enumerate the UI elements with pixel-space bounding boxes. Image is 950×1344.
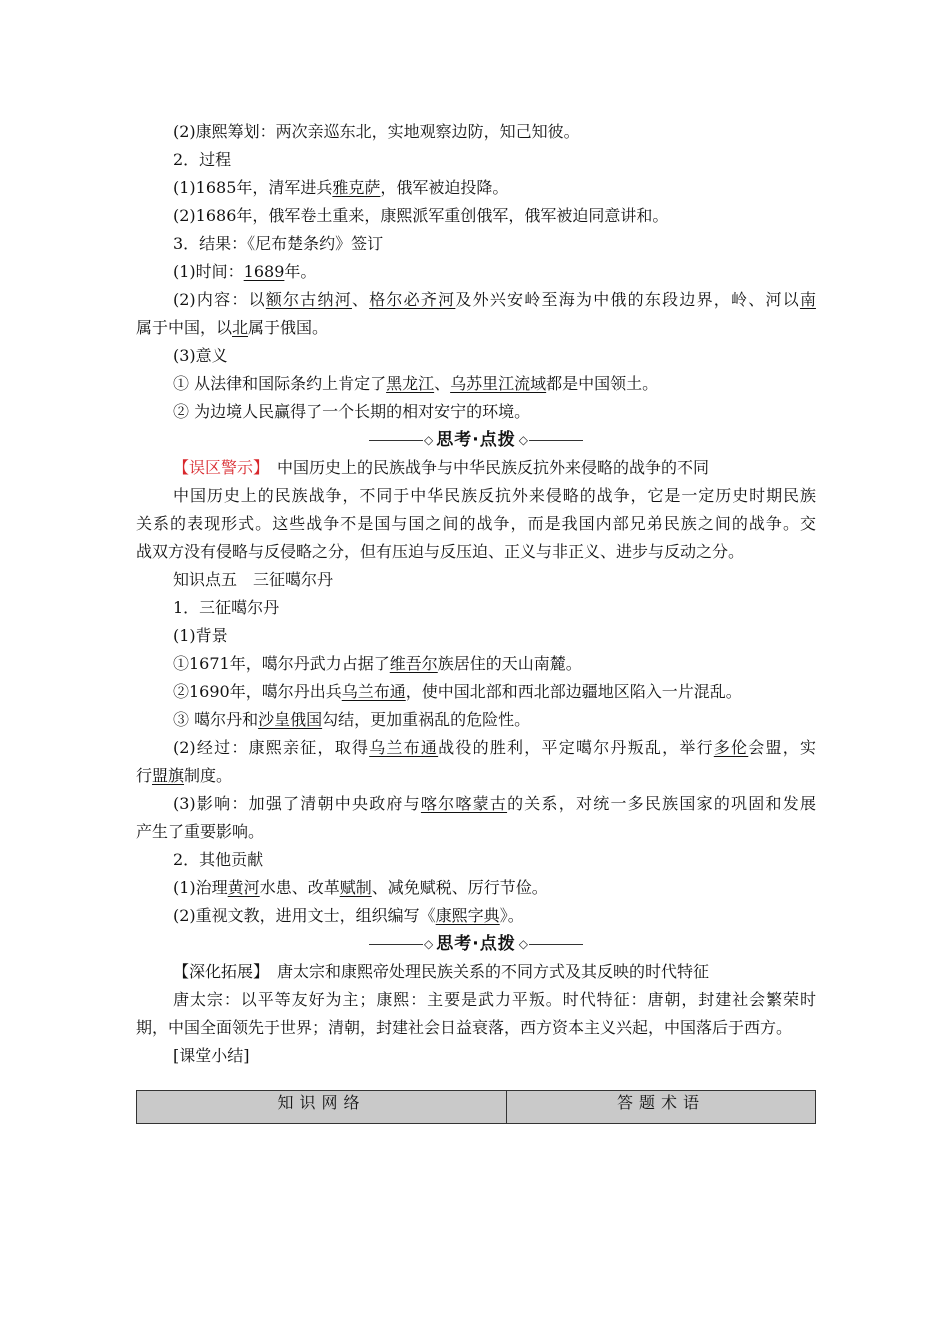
answer-blank: 南 [799, 290, 816, 309]
table-header-cell: 答题术语 [507, 1091, 816, 1124]
section-heading: 知识点五 三征噶尔丹 [173, 570, 334, 589]
answer-blank: 1689 [243, 262, 285, 281]
answer-blank: 北 [232, 318, 249, 337]
summary-table [136, 1090, 816, 1124]
answer-blank: 多伦 [713, 738, 749, 757]
answer-blank: 额尔古纳河 [265, 290, 352, 309]
text-line: (2)1686年，俄军卷土重来，康熙派军重创俄军，俄军被迫同意讲和。 [173, 206, 669, 225]
divider-line [529, 440, 583, 441]
answer-blank: 乌苏里江流域 [450, 374, 547, 393]
section-heading: 2．其他贡献 [173, 850, 264, 869]
section-divider: ◇ 思考·点拨 ◇ [136, 426, 816, 454]
text-line: 行盟旗制度。 [136, 766, 233, 785]
answer-blank: 盟旗 [152, 766, 185, 785]
answer-blank: 沙皇俄国 [258, 710, 323, 729]
text-line: (1)1685年，清军进兵雅克萨，俄军被迫投降。 [173, 178, 509, 197]
text-line: 属于中国，以北属于俄国。 [136, 318, 329, 337]
text-line: ②1690年，噶尔丹出兵乌兰布通，使中国北部和西北部边疆地区陷入一片混乱。 [173, 682, 742, 701]
divider-line [369, 944, 423, 945]
warning-tag: 【误区警示】 [173, 458, 262, 477]
text-line: 期，中国全面领先于世界；清朝，封建社会日益衰落，西方资本主义兴起，中国落后于西方。 [136, 1018, 793, 1037]
section-heading: 2．过程 [173, 150, 232, 169]
section-heading: [课堂小结] [173, 1046, 250, 1065]
text-line: (1)治理黄河水患、改革赋制、减免赋税、厉行节俭。 [173, 878, 548, 897]
answer-blank: 康熙字典 [435, 906, 500, 925]
text-line: (2)内容：以额尔古纳河、格尔必齐河及外兴安岭至海为中俄的东段边界，岭、河以南 [173, 290, 816, 309]
text-line: (2)重视文教，进用文士，组织编写《康熙字典》。 [173, 906, 524, 925]
text-line: 唐太宗：以平等友好为主；康熙：主要是武力平叛。时代特征：唐朝，封建社会繁荣时 [173, 990, 816, 1009]
diamond-icon: ◇ [518, 937, 528, 951]
text-line: 战双方没有侵略与反侵略之分，但有压迫与反压迫、正义与非正义、进步与反动之分。 [136, 542, 745, 561]
text-line: ①1671年，噶尔丹武力占据了维吾尔族居住的天山南麓。 [173, 654, 582, 673]
callout-title: 【深化拓展】 唐太宗和康熙帝处理民族关系的不同方式及其反映的时代特征 [173, 962, 710, 981]
text-line: (3)影响：加强了清朝中央政府与喀尔喀蒙古的关系，对统一多民族国家的巩固和发展 [173, 794, 816, 813]
text-line: (3)意义 [173, 346, 228, 365]
text-line: ① 从法律和国际条约上肯定了黑龙江、乌苏里江流域都是中国领土。 [173, 374, 659, 393]
answer-blank: 喀尔喀蒙古 [420, 794, 508, 813]
answer-blank: 乌兰布通 [369, 738, 439, 757]
text-line: 关系的表现形式。这些战争不是国与国之间的战争，而是我国内部兄弟民族之间的战争。交 [136, 514, 816, 533]
page-content [136, 118, 816, 1070]
answer-blank: 格尔必齐河 [369, 290, 456, 309]
text-line: (2)经过：康熙亲征，取得乌兰布通战役的胜利，平定噶尔丹叛乱，举行多伦会盟，实 [173, 738, 816, 757]
text-line: (1)背景 [173, 626, 228, 645]
divider-line [369, 440, 423, 441]
section-heading: 1．三征噶尔丹 [173, 598, 280, 617]
table-header-cell: 知识网络 [137, 1091, 507, 1124]
text-line: 产生了重要影响。 [136, 822, 265, 841]
section-heading: 3．结果：《尼布楚条约》签订 [173, 234, 384, 253]
diamond-icon: ◇ [518, 433, 528, 447]
answer-blank: 维吾尔 [389, 654, 438, 673]
extension-tag: 【深化拓展】 [173, 962, 262, 981]
text-line: ③ 噶尔丹和沙皇俄国勾结，更加重祸乱的危险性。 [173, 710, 531, 729]
text-line: 中国历史上的民族战争，不同于中华民族反抗外来侵略的战争，它是一定历史时期民族 [173, 486, 816, 505]
section-divider: ◇ 思考·点拨 ◇ [136, 930, 816, 958]
answer-blank: 乌兰布通 [341, 682, 406, 701]
answer-blank: 黑龙江 [386, 374, 435, 393]
divider-line [529, 944, 583, 945]
text-line: (1)时间：1689年。 [173, 262, 317, 281]
text-line: (2)康熙筹划：两次亲巡东北，实地观察边防，知己知彼。 [173, 122, 580, 141]
text-line: ② 为边境人民赢得了一个长期的相对安宁的环境。 [173, 402, 531, 421]
answer-blank: 雅克萨 [332, 178, 381, 197]
table-header-row [137, 1091, 816, 1124]
answer-blank: 黄河 [227, 878, 260, 897]
diamond-icon: ◇ [424, 937, 434, 951]
callout-title: 【误区警示】 中国历史上的民族战争与中华民族反抗外来侵略的战争的不同 [173, 458, 710, 477]
diamond-icon: ◇ [424, 433, 434, 447]
answer-blank: 赋制 [339, 878, 372, 897]
